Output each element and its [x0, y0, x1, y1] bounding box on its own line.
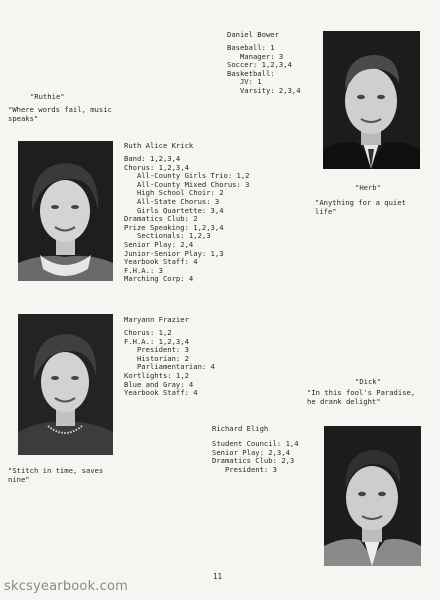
text-line: Dramatics Club: 2,3: [212, 456, 295, 466]
text-line: life": [315, 206, 337, 216]
text-line: "Stitch in time, saves: [8, 466, 104, 475]
text-line: Chorus: 1,2,3,4: [124, 162, 189, 172]
text-line: Senior Play: 2,4: [124, 239, 194, 249]
text-line: Dramatics Club: 2: [124, 214, 198, 224]
text-line: President: 3: [212, 464, 277, 474]
page-number: 11: [213, 572, 223, 581]
text-line: Varsity: 2,3,4: [227, 85, 301, 95]
quote-daniel: [315, 199, 406, 216]
text-line: Junior-Senior Play: 1,3: [124, 248, 224, 258]
text-line: Band: 1,2,3,4: [124, 154, 181, 163]
text-line: Sectionals: 1,2,3: [124, 231, 211, 241]
text-line: Yearbook Staff: 4: [124, 388, 198, 398]
text-line: All-County Mixed Chorus: 3: [124, 179, 250, 189]
text-line: Senior Play: 2,3,4: [212, 447, 290, 457]
text-line: Kortlights: 1,2: [124, 370, 189, 380]
quote-richard: [307, 389, 415, 406]
text-line: Historian: 2: [124, 353, 189, 363]
text-line: Yearbook Staff: 4: [124, 257, 198, 267]
nickname-daniel: "Herb": [355, 183, 381, 192]
text-line: F.H.A.: 3: [124, 265, 163, 275]
text-line: All-County Girls Trio: 1,2: [124, 171, 250, 181]
text-line: Chorus: 1,2: [124, 328, 172, 337]
portrait-photo-maryann: [18, 314, 113, 455]
quote-maryann: [8, 467, 103, 484]
text-line: nine": [8, 474, 30, 484]
activities-ruth: [124, 155, 250, 284]
text-line: Manager: 3: [227, 51, 284, 61]
nickname-ruth: "Ruthie": [30, 92, 65, 101]
watermark: skcsyearbook.com: [4, 579, 129, 594]
student-name-daniel: Daniel Bower: [227, 30, 279, 39]
text-line: "Anything for a quiet: [315, 198, 406, 207]
text-line: "In this fool's Paradise,: [307, 388, 416, 397]
portrait-photo-daniel: [323, 31, 420, 169]
student-name-ruth: Ruth Alice Krick: [124, 141, 194, 150]
text-line: All-State Chorus: 3: [124, 196, 220, 206]
activities-richard: [212, 440, 299, 474]
text-line: Blue and Gray: 4: [124, 379, 194, 389]
text-line: Student Council: 1,4: [212, 439, 299, 448]
portrait-photo-ruth: [18, 141, 113, 281]
activities-daniel: [227, 44, 301, 96]
student-name-richard: Richard Eligh: [212, 424, 269, 433]
text-line: Baseball: 1: [227, 43, 275, 52]
text-line: he drank delight": [307, 396, 381, 406]
text-line: speaks": [8, 113, 39, 123]
portrait-photo-richard: [324, 426, 421, 566]
text-line: F.H.A.: 1,2,3,4: [124, 336, 189, 346]
activities-maryann: [124, 329, 215, 398]
text-line: "Where words fail, music: [8, 105, 112, 114]
quote-ruth: [8, 106, 112, 123]
text-line: Girls Quartette: 3,4: [124, 205, 224, 215]
text-line: Soccer: 1,2,3,4: [227, 60, 292, 70]
text-line: President: 3: [124, 345, 189, 355]
text-line: JV: 1: [227, 77, 262, 87]
text-line: Parliamentarian: 4: [124, 362, 215, 372]
text-line: Prize Speaking: 1,2,3,4: [124, 222, 224, 232]
text-line: Marching Corp: 4: [124, 274, 194, 284]
text-line: Basketball:: [227, 68, 275, 78]
student-name-maryann: Maryann Frazier: [124, 315, 189, 324]
text-line: High School Choir: 2: [124, 188, 224, 198]
nickname-richard: "Dick": [355, 377, 381, 386]
